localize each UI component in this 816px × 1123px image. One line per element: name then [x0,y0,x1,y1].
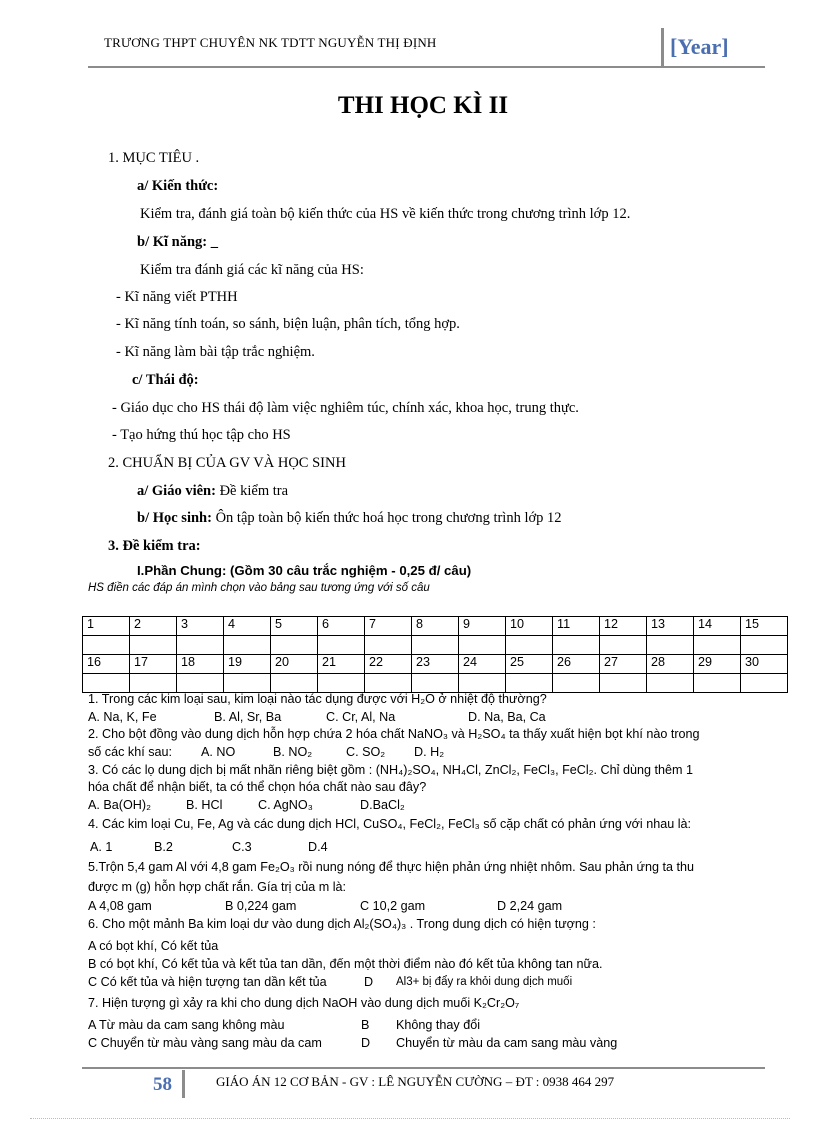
question-3: 3. Có các lọ dung dịch bị mất nhãn riêng biệt gồm : (NH₄)₂SO₄, NH₄Cl, ZnCl₂, FeCl₃, FeCl₂. Chỉ dùng thêm 1 [88,763,693,777]
attitude-item: - Giáo dục cho HS thái độ làm việc nghiêm túc, chính xác, khoa học, trung thực. [112,400,579,416]
teacher-line [137,483,288,500]
knowledge-text: Kiểm tra, đánh giá toàn bộ kiến thức của HS về kiến thức trong chương trình lớp 12. [140,206,631,222]
footer-text: GIÁO ÁN 12 CƠ BẢN - GV : LÊ NGUYỄN CƯỜNG – ĐT : 0938 464 297 [216,1074,615,1089]
answer-cell[interactable] [412,636,459,655]
answer-cell[interactable] [459,636,506,655]
q3-option-d: D.BaCl₂ [360,798,405,812]
q2-option-b: B. NO₂ [273,745,313,759]
answer-cell[interactable] [600,674,647,693]
answer-cell[interactable] [318,674,365,693]
answer-cell[interactable] [224,636,271,655]
table-row [83,655,788,674]
question-number-cell: 4 [224,617,271,636]
question-number-cell: 30 [741,655,788,674]
skill-item: - Kĩ năng tính toán, so sánh, biện luận, phân tích, tổng hợp. [116,316,460,332]
question-2: 2. Cho bột đồng vào dung dịch hỗn hợp chứa 2 hóa chất NaNO₃ và H₂SO₄ ta thấy xuất hiện bọt khí nào trong [88,727,700,741]
q7-option-d-label: D [361,1036,371,1050]
answer-cell[interactable] [553,636,600,655]
question-number-cell: 11 [553,617,600,636]
answer-cell[interactable] [83,636,130,655]
answer-cell[interactable] [694,674,741,693]
table-row [83,636,788,655]
q5-option-b: B 0,224 gam [225,899,297,913]
question-number-cell: 27 [600,655,647,674]
q5-option-c: C 10,2 gam [360,899,426,913]
question-7: 7. Hiện tượng gì xảy ra khi cho dung dịch NaOH vào dung dịch muối K₂Cr₂O₇ [88,996,520,1010]
question-number-cell: 24 [459,655,506,674]
answer-cell[interactable] [553,674,600,693]
q3-option-b: B. HCl [186,798,223,812]
year-field[interactable]: [Year] [670,34,729,59]
page-number: 58 [153,1074,172,1095]
question-3-cont: hóa chất để nhận biết, ta có thể chọn hóa chất nào sau đây? [88,780,427,794]
question-5: 5.Trộn 5,4 gam Al với 4,8 gam Fe₂O₃ rồi nung nóng để thực hiện phản ứng nhiệt nhôm. Sau phản ứng ta thu [88,860,694,874]
question-number-cell: 28 [647,655,694,674]
question-number-cell: 6 [318,617,365,636]
q4-option-a: A. 1 [90,840,113,854]
answer-cell[interactable] [365,674,412,693]
q2-option-a: A. NO [201,745,236,759]
footer-divider [182,1070,185,1098]
q6-option-c: C Có kết tủa và hiện tượng tan dần kết tủa [88,975,327,989]
question-number-cell: 7 [365,617,412,636]
answer-cell[interactable] [506,674,553,693]
q6-option-d-label: D [364,975,374,989]
question-number-cell: 2 [130,617,177,636]
question-number-cell: 23 [412,655,459,674]
page-bottom-edge [30,1118,790,1119]
q2-option-d: D. H₂ [414,745,445,759]
q6-option-a: A có bọt khí, Có kết tủa [88,939,219,953]
question-4: 4. Các kim loại Cu, Fe, Ag và các dung dịch HCl, CuSO₄, FeCl₂, FeCl₃ số cặp chất có phản ứng với nhau là: [88,817,692,831]
question-number-cell: 21 [318,655,365,674]
answer-cell[interactable] [647,674,694,693]
question-number-cell: 16 [83,655,130,674]
skill-item: - Kĩ năng làm bài tập trắc nghiệm. [116,344,315,360]
answer-cell[interactable] [271,636,318,655]
question-number-cell: 9 [459,617,506,636]
section3-heading: 3. Đề kiểm tra: [108,538,201,554]
answer-cell[interactable] [647,636,694,655]
answer-cell[interactable] [318,636,365,655]
student-label: b/ Học sinh: [137,510,212,526]
teacher-text: Đề kiểm tra [215,483,289,499]
question-number-cell: 17 [130,655,177,674]
q4-option-d: D.4 [308,840,328,854]
q6-option-d: Al3+ bị đẩy ra khỏi dung dịch muối [396,976,573,988]
q3-option-a: A. Ba(OH)₂ [88,798,151,812]
school-name: TRƯƠNG THPT CHUYÊN NK TDTT NGUYỄN THỊ ĐỊNH [104,35,437,50]
answer-cell[interactable] [741,636,788,655]
question-number-cell: 8 [412,617,459,636]
skill-item: - Kĩ năng viết PTHH [116,289,238,305]
answer-table [82,616,788,693]
question-number-cell: 19 [224,655,271,674]
question-5-cont: được m (g) hỗn hợp chất rắn. Gía trị của m là: [88,880,347,894]
question-number-cell: 12 [600,617,647,636]
page-title: THI HỌC KÌ II [337,92,509,119]
answer-cell[interactable] [130,674,177,693]
q7-option-c: C Chuyển từ màu vàng sang màu da cam [88,1036,322,1050]
answer-cell[interactable] [177,674,224,693]
question-number-cell: 20 [271,655,318,674]
q7-option-d: Chuyển từ màu da cam sang màu vàng [396,1036,618,1050]
q4-option-b: B.2 [154,840,173,854]
answer-cell[interactable] [83,674,130,693]
section2-heading: 2. CHUẨN BỊ CỦA GV VÀ HỌC SINH [108,455,346,471]
answer-cell[interactable] [177,636,224,655]
part-title: I.Phần Chung: (Gồm 30 câu trắc nghiệm - 0,25 đ/ câu) [137,563,472,578]
q1-option-b: B. Al, Sr, Ba [214,710,282,724]
answer-cell[interactable] [694,636,741,655]
question-number-cell: 15 [741,617,788,636]
table-row [83,617,788,636]
attitude-label: c/ Thái độ: [132,372,199,388]
question-number-cell: 26 [553,655,600,674]
question-number-cell: 5 [271,617,318,636]
q7-option-b: Không thay đổi [396,1018,481,1032]
question-2-cont: số các khí sau: [88,745,172,759]
question-number-cell: 1 [83,617,130,636]
answer-cell[interactable] [365,636,412,655]
table-instruction: HS điền các đáp án mình chọn vào bảng sau tương ứng với số câu [88,582,430,594]
footer-rule [82,1067,765,1069]
teacher-label: a/ Giáo viên: [137,483,216,499]
question-number-cell: 22 [365,655,412,674]
question-number-cell: 18 [177,655,224,674]
q5-option-a: A 4,08 gam [88,899,152,913]
skills-intro: Kiểm tra đánh giá các kĩ năng của HS: [140,262,364,278]
knowledge-label: a/ Kiến thức: [137,178,219,194]
q7-option-a: A Từ màu da cam sang không màu [88,1018,285,1032]
answer-cell[interactable] [130,636,177,655]
question-number-cell: 25 [506,655,553,674]
answer-cell[interactable] [741,674,788,693]
student-line [137,510,562,527]
answer-cell[interactable] [600,636,647,655]
q1-option-a: A. Na, K, Fe [88,710,157,724]
answer-cell[interactable] [271,674,318,693]
q6-option-b: B có bọt khí, Có kết tủa và kết tủa tan dần, đến một thời điểm nào đó kết tủa không tan nữa. [88,957,603,971]
header-rule [88,66,765,68]
question-6: 6. Cho một mảnh Ba kim loại dư vào dung dịch Al₂(SO₄)₃ . Trong dung dịch có hiện tượng : [88,917,596,931]
question-number-cell: 14 [694,617,741,636]
q4-option-c: C.3 [232,840,252,854]
question-number-cell: 13 [647,617,694,636]
answer-cell[interactable] [224,674,271,693]
question-number-cell: 10 [506,617,553,636]
attitude-item: - Tạo hứng thú học tập cho HS [112,427,291,443]
answer-cell[interactable] [506,636,553,655]
question-number-cell: 29 [694,655,741,674]
skills-label: b/ Kĩ năng: _ [137,234,218,250]
section1-heading: 1. MỤC TIÊU . [108,150,200,166]
q5-option-d: D 2,24 gam [497,899,563,913]
answer-cell[interactable] [459,674,506,693]
question-1: 1. Trong các kim loại sau, kim loại nào tác dụng được với H₂O ở nhiệt độ thường? [88,692,547,706]
q1-option-c: C. Cr, Al, Na [326,710,396,724]
table-row [83,674,788,693]
student-text: Ôn tập toàn bộ kiến thức hoá học trong chương trình lớp 12 [211,510,562,526]
question-number-cell: 3 [177,617,224,636]
header-divider [661,28,664,66]
q1-option-d: D. Na, Ba, Ca [468,710,546,724]
answer-cell[interactable] [412,674,459,693]
q7-option-b-label: B [361,1018,370,1032]
q3-option-c: C. AgNO₃ [258,798,313,812]
q2-option-c: C. SO₂ [346,745,386,759]
